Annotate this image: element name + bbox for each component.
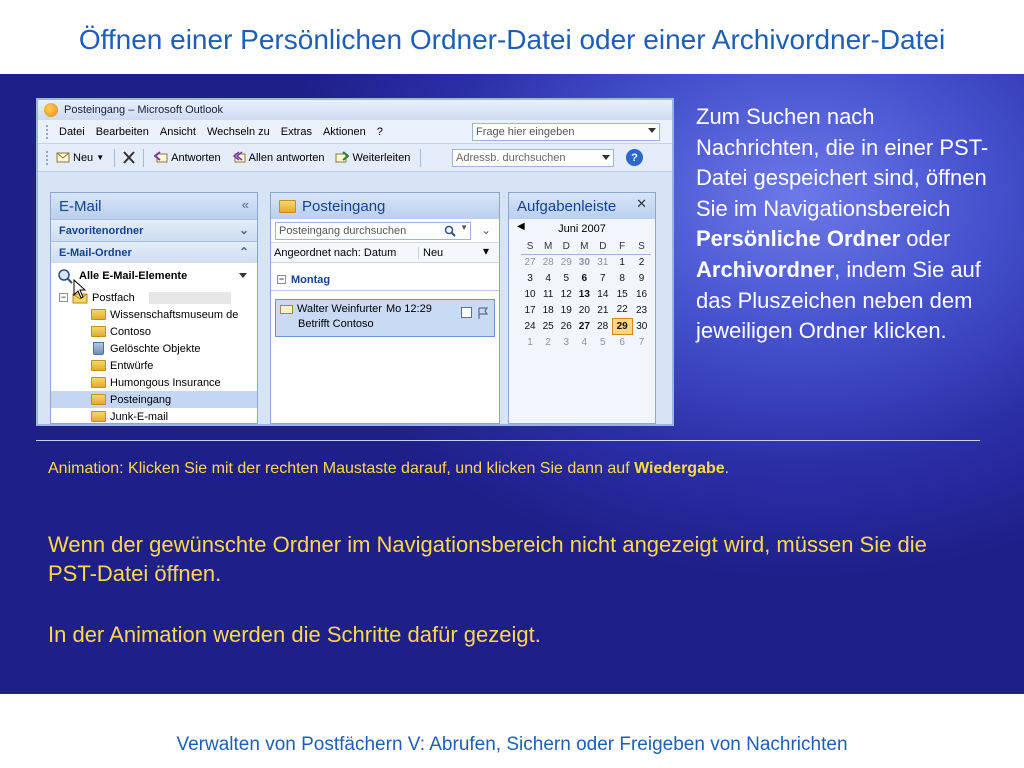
calendar-day[interactable]: 24 [524, 320, 536, 332]
inbox-pane-title: Posteingang [302, 197, 386, 215]
menu-help[interactable]: ? [376, 125, 383, 138]
folder-item[interactable] [51, 306, 257, 323]
forward-button-label: Weiterleiten [352, 151, 411, 164]
group-header-label: Montag [291, 273, 331, 286]
instruction-text-part: , indem Sie auf das Pluszeichen neben dem jeweiligen Ordner klicken. [696, 256, 981, 344]
instruction-text-part: oder [900, 226, 951, 252]
calendar-day[interactable]: 27 [578, 320, 590, 332]
calendar-day[interactable]: 10 [524, 288, 536, 300]
calendar-day[interactable]: 28 [597, 320, 609, 332]
folder-icon [91, 377, 106, 388]
outlook-window [36, 98, 674, 426]
calendar-day[interactable]: 25 [542, 320, 554, 332]
body-paragraph: In der Animation werden die Schritte dafür gezeigt. [48, 622, 541, 647]
folder-postfach-label: Postfach [92, 291, 135, 304]
calendar-day[interactable]: 7 [600, 272, 606, 284]
calendar-month-label: Juni 2007 [558, 223, 606, 235]
new-button-label: Neu [73, 151, 94, 164]
reply-all-button[interactable] [229, 151, 328, 164]
calendar-day-today[interactable]: 29 [612, 318, 632, 334]
calendar-day[interactable]: 1 [619, 256, 625, 268]
delete-icon[interactable] [122, 151, 136, 164]
folder-postfach[interactable] [51, 289, 257, 306]
instruction-text-bold: Persönliche Ordner [696, 226, 901, 252]
sort-by-date-label[interactable]: Angeordnet nach: Datum [271, 247, 419, 259]
calendar-day[interactable]: 3 [527, 272, 533, 284]
mail-date: Mo 12:29 [385, 303, 432, 315]
folder-icon [91, 309, 106, 320]
calendar-day[interactable]: 6 [581, 272, 588, 284]
folder-item[interactable] [51, 374, 257, 391]
calendar-day[interactable]: 17 [524, 304, 536, 316]
chevron-double-down-icon[interactable]: ⌄ [480, 223, 491, 237]
calendar-day[interactable]: 29 [560, 256, 572, 268]
folder-icon [91, 360, 106, 371]
new-button[interactable] [53, 151, 107, 164]
calendar-day[interactable]: 3 [563, 336, 570, 348]
calendar-day[interactable]: 30 [636, 320, 648, 332]
calendar-day[interactable]: 11 [542, 288, 554, 300]
folder-item-label: Gelöschte Objekte [110, 342, 201, 355]
toolbar-grip-icon [46, 151, 48, 165]
window-title: Posteingang – Microsoft Outlook [64, 104, 223, 116]
menu-extras[interactable]: Extras [280, 125, 312, 138]
calendar-day[interactable]: 2 [638, 256, 645, 268]
menu-aktionen[interactable]: Aktionen [322, 125, 366, 138]
animation-note-bold: Wiedergabe [634, 460, 725, 477]
mail-subject: Betrifft Contoso [298, 318, 374, 330]
folder-item[interactable] [51, 323, 257, 340]
redacted-name-bar [149, 292, 231, 304]
mouse-pointer-icon [73, 279, 87, 299]
weekday-label: D [593, 239, 612, 254]
toolbar-grip-icon [46, 125, 48, 139]
calendar-day[interactable]: 30 [578, 256, 590, 268]
calendar-day[interactable]: 19 [560, 304, 572, 316]
sort-order-label[interactable]: Neu [423, 246, 444, 259]
todo-bar-title: Aufgabenleiste [517, 197, 617, 215]
outlook-logo-icon [44, 103, 58, 117]
category-box-icon[interactable] [461, 307, 472, 318]
folder-item[interactable] [51, 340, 257, 357]
weekday-label: F [612, 239, 632, 254]
body-paragraph: Wenn der gewünschte Ordner im Navigationsbereich nicht angezeigt wird, müssen Sie die PST-Datei öffnen. [48, 532, 927, 586]
calendar-day[interactable]: 23 [635, 304, 648, 316]
search-folder-icon [57, 268, 73, 284]
weekday-label: S [632, 239, 651, 254]
calendar-day[interactable]: 20 [578, 304, 590, 316]
flag-icon[interactable] [477, 307, 489, 320]
calendar-day[interactable]: 22 [616, 304, 628, 316]
sort-header[interactable] [271, 243, 499, 263]
inbox-search-input[interactable] [275, 222, 471, 240]
calendar-month-header [509, 219, 655, 239]
collapse-pane-icon[interactable]: « [241, 197, 249, 212]
navigation-pane [50, 192, 258, 424]
calendar-day[interactable]: 14 [597, 288, 609, 300]
calendar-day[interactable]: 21 [597, 304, 609, 316]
menu-bar [38, 120, 672, 144]
folder-item-label: Wissenschaftsmuseum de [110, 308, 239, 321]
content-stage [0, 74, 1024, 694]
collapse-minus-icon[interactable]: − [278, 274, 285, 284]
toolbar-separator [143, 149, 144, 167]
inbox-search-row [271, 219, 499, 243]
calendar-day[interactable]: 26 [560, 320, 572, 332]
envelope-icon [280, 305, 293, 314]
calendar-day[interactable]: 7 [638, 336, 645, 348]
nav-pane-header [51, 193, 257, 219]
all-mail-items-label: Alle E-Mail-Elemente [79, 270, 188, 282]
folder-item[interactable] [51, 357, 257, 374]
calendar-day[interactable]: 13 [578, 288, 590, 300]
reply-button-label: Antworten [171, 151, 221, 164]
folder-item-label: Posteingang [110, 393, 172, 406]
folder-item[interactable] [51, 408, 257, 425]
menu-ansicht[interactable]: Ansicht [159, 125, 196, 138]
calendar-day[interactable]: 31 [597, 256, 609, 268]
folder-icon [91, 411, 106, 422]
inbox-pane-header [271, 193, 499, 219]
inbox-search-placeholder: Posteingang durchsuchen [279, 224, 407, 237]
forward-icon [335, 151, 349, 164]
date-navigator [521, 239, 651, 350]
mail-item-top-line [280, 303, 490, 315]
weekday-label: M [575, 239, 593, 254]
instruction-text-bold: Archivordner [696, 256, 835, 282]
calendar-day[interactable]: 5 [563, 272, 570, 284]
favorites-section-label: Favoritenordner [59, 224, 144, 237]
calendar-day[interactable]: 18 [542, 304, 554, 316]
folder-item-label: Contoso [110, 325, 151, 338]
inbox-pane [270, 192, 500, 424]
menu-datei[interactable]: Datei [59, 125, 85, 138]
mail-folders-section-label: E-Mail-Ordner [59, 246, 132, 259]
calendar-day[interactable]: 4 [545, 272, 551, 284]
calendar-day[interactable]: 8 [619, 272, 625, 284]
group-header[interactable] [271, 269, 499, 291]
new-mail-icon [56, 151, 70, 164]
mail-list-item[interactable] [275, 299, 495, 337]
todo-bar-header [509, 193, 655, 219]
animation-note-text: Animation: Klicken Sie mit der rechten Maustaste darauf, und klicken Sie dann auf [48, 460, 635, 477]
collapse-minus-icon[interactable]: − [60, 292, 67, 302]
address-book-search-input[interactable] [452, 149, 614, 167]
folder-icon [279, 200, 296, 213]
reply-button[interactable] [151, 151, 224, 164]
ask-question-placeholder: Frage hier eingeben [476, 126, 575, 138]
nav-pane-title: E-Mail [59, 197, 102, 215]
slide-footer: Verwalten von Postfächern V: Abrufen, Sichern oder Freigeben von Nachrichten [176, 734, 848, 755]
folder-item-label: Junk-E-mail [110, 410, 169, 423]
menu-wechseln-zu[interactable]: Wechseln zu [206, 125, 270, 138]
weekday-label: D [557, 239, 575, 254]
calendar-day[interactable]: 6 [619, 336, 625, 348]
calendar-day[interactable]: 4 [581, 336, 588, 348]
standard-toolbar [38, 144, 672, 172]
reply-all-icon [232, 151, 246, 164]
calendar-day[interactable]: 1 [527, 336, 533, 348]
calendar-day[interactable]: 16 [635, 288, 648, 300]
calendar-day[interactable]: 27 [524, 256, 536, 268]
calendar-day[interactable]: 2 [545, 336, 551, 348]
folder-item-label: Humongous Insurance [110, 376, 221, 389]
toolbar-separator [114, 149, 115, 167]
folder-item-selected[interactable] [51, 391, 257, 408]
help-icon[interactable]: ? [626, 149, 643, 166]
menu-bearbeiten[interactable]: Bearbeiten [95, 125, 149, 138]
reply-icon [154, 151, 168, 164]
folder-icon [91, 326, 106, 337]
reply-all-button-label: Allen antworten [248, 151, 325, 164]
chevron-down-icon[interactable] [239, 273, 247, 278]
sort-down-arrow-icon[interactable]: ▾ [482, 244, 489, 258]
favorites-section[interactable] [51, 219, 257, 241]
instruction-text [696, 102, 992, 347]
animation-note [48, 460, 729, 478]
trash-icon [93, 342, 104, 355]
divider [36, 440, 980, 441]
calendar-day[interactable]: 9 [638, 272, 645, 284]
instruction-text-part: Zum Suchen nach Nachrichten, die in einer PST-Datei gespeichert sind, öffnen Sie im Navigationsbereich [696, 104, 989, 221]
address-book-search-placeholder: Adressb. durchsuchen [456, 152, 566, 164]
search-icon[interactable] [444, 225, 456, 237]
calendar-day[interactable]: 28 [542, 256, 554, 268]
chevron-double-down-icon[interactable]: ⌄ [238, 223, 249, 237]
toolbar-separator [420, 149, 421, 167]
todo-bar [508, 192, 656, 424]
weekday-label: M [539, 239, 557, 254]
weekday-label: S [521, 239, 539, 254]
window-titlebar [38, 100, 672, 120]
chevron-down-icon[interactable] [648, 128, 656, 133]
ask-question-input[interactable] [472, 123, 660, 141]
chevron-down-icon[interactable] [602, 155, 610, 160]
calendar-day[interactable]: 15 [616, 288, 628, 300]
forward-button[interactable] [332, 151, 413, 164]
folder-icon [91, 394, 106, 405]
chevron-down-icon[interactable]: ▼ [96, 153, 105, 162]
calendar-day[interactable]: 5 [600, 336, 606, 348]
animation-note-end: . [724, 460, 730, 477]
calendar-day[interactable]: 12 [560, 288, 572, 300]
chevron-down-icon[interactable]: ▼ [460, 222, 468, 232]
slide-title: Öffnen einer Persönlichen Ordner-Datei oder einer Archivordner-Datei [78, 24, 946, 55]
folder-item-label: Entwürfe [110, 359, 154, 372]
mail-folders-section[interactable] [51, 241, 257, 263]
previous-month-icon[interactable]: ◀ [517, 221, 525, 232]
chevron-double-up-icon[interactable]: ⌃ [238, 245, 249, 259]
close-icon[interactable]: ✕ [636, 196, 647, 211]
mail-sender: Walter Weinfurter [297, 303, 382, 315]
